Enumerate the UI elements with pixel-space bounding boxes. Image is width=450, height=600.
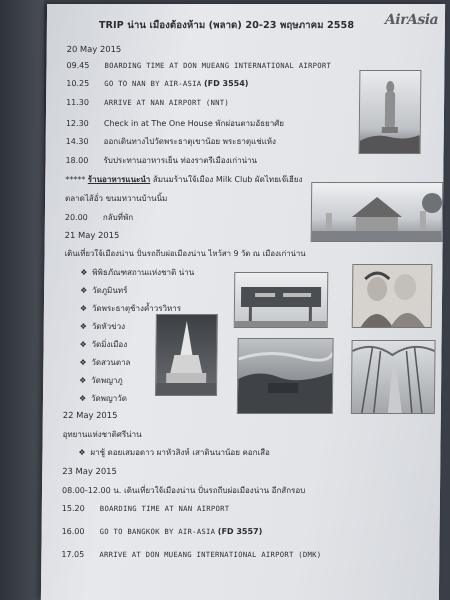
schedule-row: 11.30 ARRIVE AT NAN AIRPORT (NNT)	[66, 98, 230, 107]
schedule-row: 16.00 GO TO BANGKOK BY AIR-ASIA (FD 3557)	[61, 527, 263, 536]
place-item: ❖ วัดมิ่งเมือง	[79, 340, 128, 349]
background-edge	[0, 0, 44, 600]
day1-date: 20 May 2015	[66, 44, 122, 54]
mountain-view-photo	[237, 338, 334, 414]
mural-lovers-photo	[352, 264, 433, 328]
day3-date: 22 May 2015	[62, 410, 118, 420]
day2-intro: เดินเที่ยวใจ้เมืองน่าน ปั่นรถถีบผ่อเมืองน่าน ไหว้สา 9 วัด ณ เมืองเก่าน่าน	[64, 249, 306, 258]
buddha-statue-photo	[359, 70, 422, 154]
place-item: ❖ วัดสวนตาล	[79, 358, 131, 367]
place-item: ❖ วัดภูมินทร์	[80, 286, 128, 295]
day2-date: 21 May 2015	[64, 230, 120, 240]
itinerary-paper	[41, 4, 445, 600]
day3-viewpoints: ❖ ผาชู้ ดอยเสมอดาว ผาหัวสิงห์ เสาดินนาน้อย คอกเสือ	[78, 448, 270, 457]
place-item: ❖ วัดพญาวัด	[78, 394, 128, 403]
schedule-row: 12.30 Check in at The One House พักผ่อนตามอัธยาศัย	[65, 119, 285, 128]
place-item: ❖ วัดพระธาตุช้างค้ำวรวิหาร	[79, 304, 182, 313]
sign-board-photo	[234, 272, 329, 328]
airasia-logo: AirAsia	[384, 12, 439, 28]
schedule-row: 15.20 BOARDING TIME AT NAN AIRPORT	[61, 504, 230, 513]
day3-park: อุทยานแห่งชาติศรีน่าน	[62, 430, 142, 439]
schedule-row: 20.00 กลับที่พัก	[64, 213, 134, 222]
schedule-row: 08.00-12.00 น. เดินเที่ยวใจ้เมืองน่าน ปั่นรถถีบผ่อเมืองน่าน อีกสักรอบ	[61, 486, 306, 495]
tree-lined-road-photo	[351, 340, 436, 414]
temple-photo	[311, 182, 444, 242]
schedule-row: 09.45 BOARDING TIME AT DON MUEANG INTERNATIONAL AIRPORT	[66, 61, 332, 70]
stupa-photo	[155, 314, 218, 396]
place-item: ❖ วัดหัวข่วง	[79, 322, 126, 331]
place-item: ❖ พิพิธภัณฑสถานแห่งชาติ น่าน	[80, 268, 195, 277]
page-title: TRIP น่าน เมืองต้องห้าม (พลาด) 20-23 พฤษภาคม 2558	[98, 20, 355, 31]
schedule-row: 14.30 ออกเดินทางไปวัดพระธาตุเขาน้อย พระธาตุแช่แห้ง	[65, 137, 277, 146]
day4-date: 23 May 2015	[62, 466, 117, 476]
schedule-row: 18.00 รับประทานอาหารเย็น ท่องราตรีเมืองเก่าน่าน	[65, 156, 258, 165]
restaurant-recommend: ***** ร้านอาหารแนะนำ ส้มนมร้านใจ้เมือง Milk Club ผัดไทยเจ๊เฮียง	[65, 175, 303, 184]
schedule-row: 17.05 ARRIVE AT DON MUEANG INTERNATIONAL AIRPORT (DMK)	[61, 550, 322, 559]
restaurant-recommend-line2: ตลาดไส้อั่ว ขนมหวานบ้านนิ้ม	[65, 194, 168, 203]
place-item: ❖ วัดพญาภู	[79, 376, 123, 385]
schedule-row: 10.25 GO TO NAN BY AIR-ASIA (FD 3554)	[66, 79, 249, 88]
